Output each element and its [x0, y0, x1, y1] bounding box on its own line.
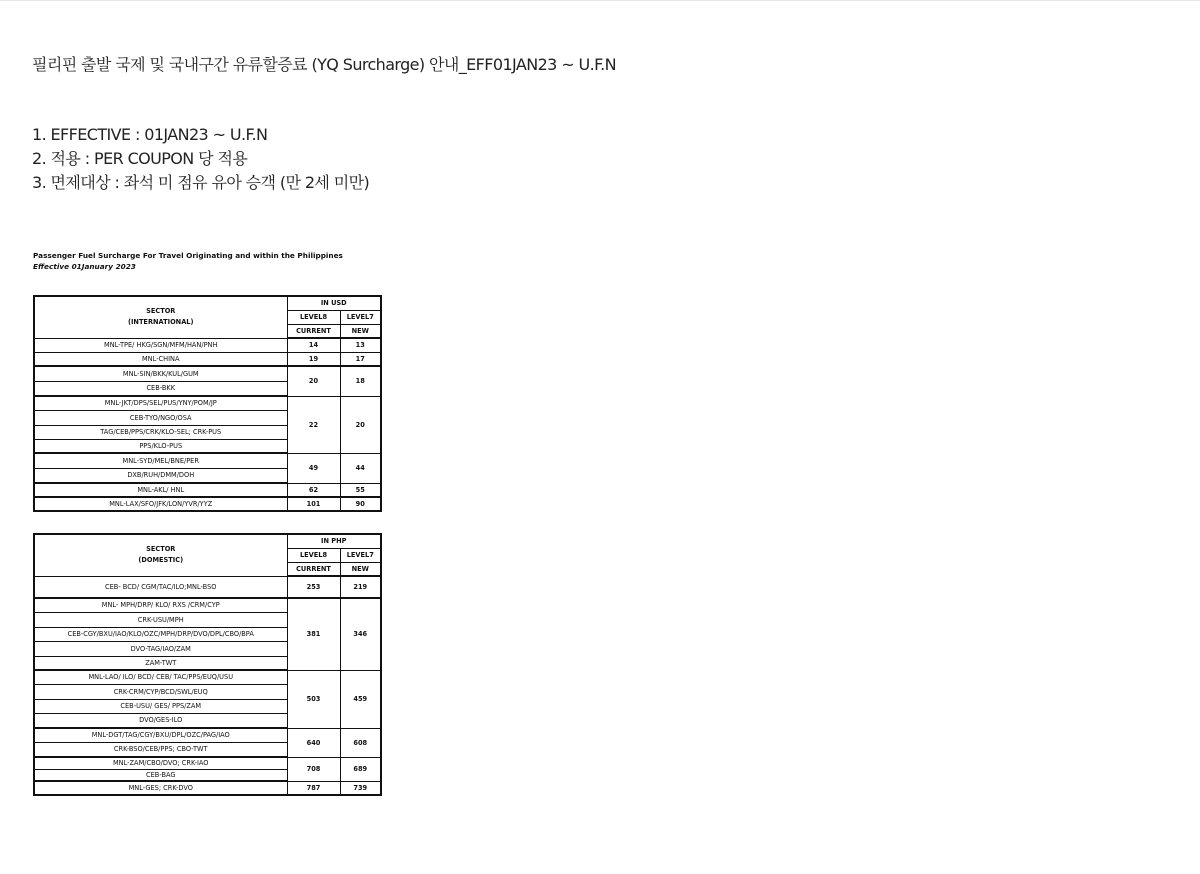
new-header: NEW [340, 324, 381, 338]
sector-label: SECTOR [146, 307, 176, 316]
level-current-header: LEVEL8 [287, 548, 340, 562]
sector-cell: MNL-LAO/ ILO/ BCD/ CEB/ TAC/PPS/EUQ/USU [34, 670, 287, 684]
new-value: 20 [340, 396, 381, 453]
current-value: 503 [287, 670, 340, 728]
sector-cell: CEB-BKK [34, 381, 287, 396]
sector-cell: MNL-TPE/ HKG/SGN/MFM/HAN/PNH [34, 338, 287, 352]
sector-cell: MNL-SIN/BKK/KUL/GUM [34, 366, 287, 381]
sector-cell: PPS/KLO-PUS [34, 439, 287, 453]
top-divider [0, 0, 1200, 1]
sector-sublabel: (INTERNATIONAL) [127, 318, 194, 327]
sector-cell: MNL-AKL/ HNL [34, 483, 287, 497]
notice-list [32, 124, 369, 196]
notice-application: 2. 적용 : PER COUPON 당 적용 [32, 149, 248, 168]
sector-cell: MNL-LAX/SFO/JFK/LON/YVR/YYZ [34, 497, 287, 511]
sector-cell: CEB- BCD/ CGM/TAC/ILO;MNL-BSO [34, 576, 287, 598]
new-value: 13 [340, 338, 381, 352]
domestic-table [33, 533, 382, 796]
current-header: CURRENT [287, 562, 340, 576]
page-title: 필리핀 출발 국제 및 국내구간 유류할증료 (YQ Surcharge) 안내_EFF01JAN23 ~ U.F.N [32, 55, 617, 74]
international-table [33, 295, 382, 512]
sector-header [34, 534, 287, 576]
sector-header [34, 296, 287, 338]
new-value: 459 [340, 670, 381, 728]
surcharge-table-image [33, 250, 393, 792]
currency-header: IN PHP [287, 534, 381, 548]
sector-cell: MNL-GES; CRK-DVO [34, 781, 287, 795]
current-value: 640 [287, 728, 340, 757]
new-value: 689 [340, 757, 381, 781]
new-header: NEW [340, 562, 381, 576]
new-value: 739 [340, 781, 381, 795]
level-new-header: LEVEL7 [340, 548, 381, 562]
sector-cell: MNL-ZAM/CBO/DVO; CRK-IAO [34, 757, 287, 769]
sector-cell: CEB-CGY/BXU/IAO/KLO/OZC/MPH/DRP/DVO/DPL/CBO/BPA [34, 627, 287, 641]
sector-cell: CRK-USU/MPH [34, 612, 287, 627]
current-header: CURRENT [287, 324, 340, 338]
current-value: 787 [287, 781, 340, 795]
level-new-header: LEVEL7 [340, 310, 381, 324]
level-current-header: LEVEL8 [287, 310, 340, 324]
notice-exemption: 3. 면제대상 : 좌석 미 점유 유아 승객 (만 2세 미만) [32, 173, 370, 192]
new-value: 90 [340, 497, 381, 511]
current-value: 22 [287, 396, 340, 453]
image-title: Passenger Fuel Surcharge For Travel Originating and within the Philippines [33, 251, 343, 260]
sector-cell: MNL-JKT/DPS/SEL/PUS/YNY/POM/JP [34, 396, 287, 410]
current-value: 381 [287, 598, 340, 670]
sector-cell: DVO-TAG/IAO/ZAM [34, 641, 287, 656]
current-value: 708 [287, 757, 340, 781]
new-value: 18 [340, 366, 381, 396]
image-subtitle: Effective 01January 2023 [33, 262, 136, 271]
sector-sublabel: (DOMESTIC) [138, 556, 184, 565]
sector-cell: MNL- MPH/DRP/ KLO/ RXS /CRM/CYP [34, 598, 287, 612]
current-value: 19 [287, 352, 340, 366]
notice-effective: 1. EFFECTIVE : 01JAN23 ~ U.F.N [32, 125, 268, 144]
sector-cell: MNL-DGT/TAG/CGY/BXU/DPL/OZC/PAG/IAO [34, 728, 287, 742]
new-value: 219 [340, 576, 381, 598]
sector-cell: CEB-BAG [34, 769, 287, 781]
new-value: 17 [340, 352, 381, 366]
new-value: 608 [340, 728, 381, 757]
currency-header: IN USD [287, 296, 381, 310]
sector-cell: DVO/GES-ILO [34, 713, 287, 728]
sector-cell: TAG/CEB/PPS/CRK/KLO-SEL; CRK-PUS [34, 425, 287, 439]
current-value: 62 [287, 483, 340, 497]
new-value: 346 [340, 598, 381, 670]
current-value: 101 [287, 497, 340, 511]
sector-cell: DXB/RUH/DMM/DOH [34, 468, 287, 483]
sector-cell: ZAM-TWT [34, 656, 287, 670]
current-value: 49 [287, 453, 340, 483]
sector-cell: CRK-BSO/CEB/PPS; CBO-TWT [34, 742, 287, 757]
sector-cell: CRK-CRM/CYP/BCD/SWL/EUQ [34, 684, 287, 699]
sector-cell: CEB-USU/ GES/ PPS/ZAM [34, 699, 287, 713]
sector-cell: CEB-TYO/NGO/OSA [34, 410, 287, 425]
current-value: 20 [287, 366, 340, 396]
current-value: 253 [287, 576, 340, 598]
sector-cell: MNL-CHINA [34, 352, 287, 366]
new-value: 44 [340, 453, 381, 483]
new-value: 55 [340, 483, 381, 497]
sector-cell: MNL-SYD/MEL/BNE/PER [34, 453, 287, 468]
sector-label: SECTOR [146, 545, 176, 554]
current-value: 14 [287, 338, 340, 352]
